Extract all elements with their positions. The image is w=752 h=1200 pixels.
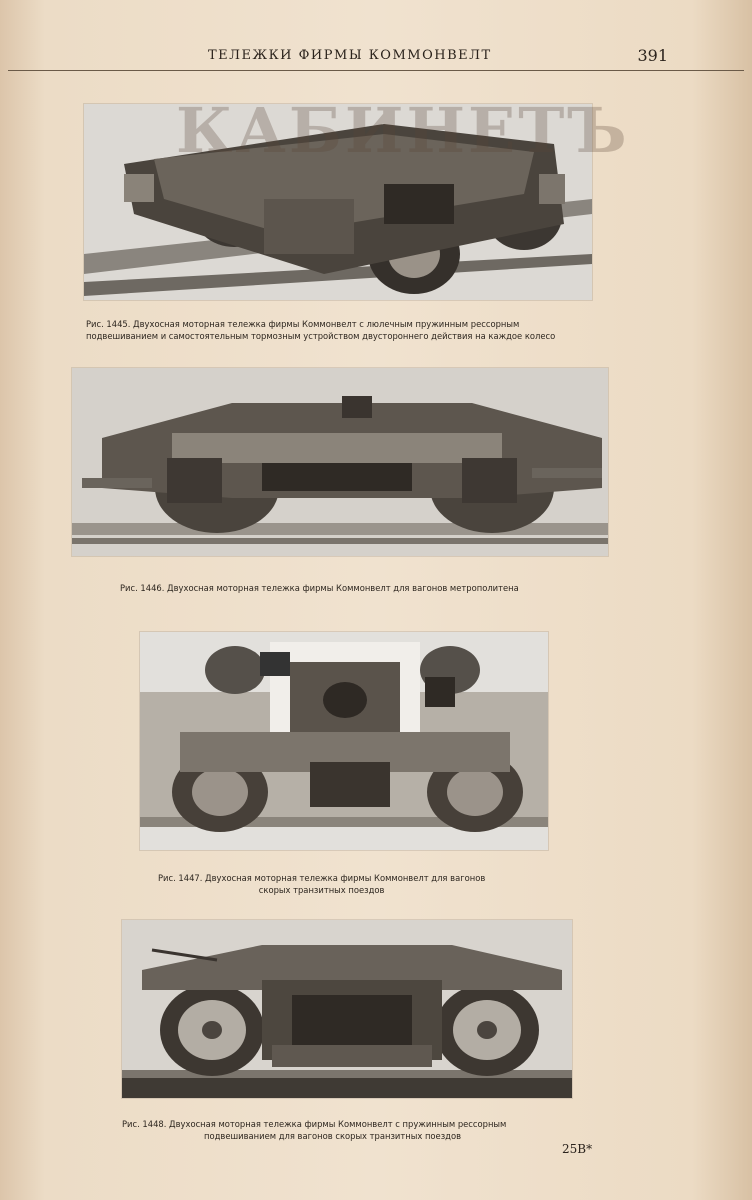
caption-line: Рис. 1448. Двухосная моторная тележка фирмы Коммонвелт с пружинным рессорным (122, 1119, 507, 1129)
caption-line: Рис. 1445. Двухосная моторная тележка фирмы Коммонвелт с люлечным пружинным рессорным (86, 319, 520, 329)
caption-line: Рис. 1446. Двухосная моторная тележка фирмы Коммонвелт для вагонов метрополитена (120, 583, 519, 593)
signature-mark: 25В* (562, 1142, 593, 1156)
caption-line: скорых транзитных поездов (258, 885, 385, 895)
watermark: КАБИНЕТЪ (176, 94, 630, 167)
caption-line: подвешиванием для вагонов скорых транзитных поездов (204, 1131, 462, 1141)
figure-1446-caption (120, 582, 519, 594)
page-header (8, 42, 744, 71)
figure-1448-caption (122, 1118, 506, 1142)
page-number: 391 (637, 46, 668, 65)
figure-1446-photo (72, 368, 608, 556)
figure-1447-photo (140, 632, 548, 850)
running-title: ТЕЛЕЖКИ ФИРМЫ КОММОНВЕЛТ (208, 48, 492, 63)
figure-1447-caption (158, 872, 485, 896)
caption-line: подвешиванием и самостоятельным тормозным устройством двустороннего действия на каждое колесо (86, 331, 556, 341)
figure-1445-caption (86, 318, 555, 342)
caption-line: Рис. 1447. Двухосная моторная тележка фирмы Коммонвелт для вагонов (158, 873, 486, 883)
figure-1448-photo (122, 920, 572, 1098)
